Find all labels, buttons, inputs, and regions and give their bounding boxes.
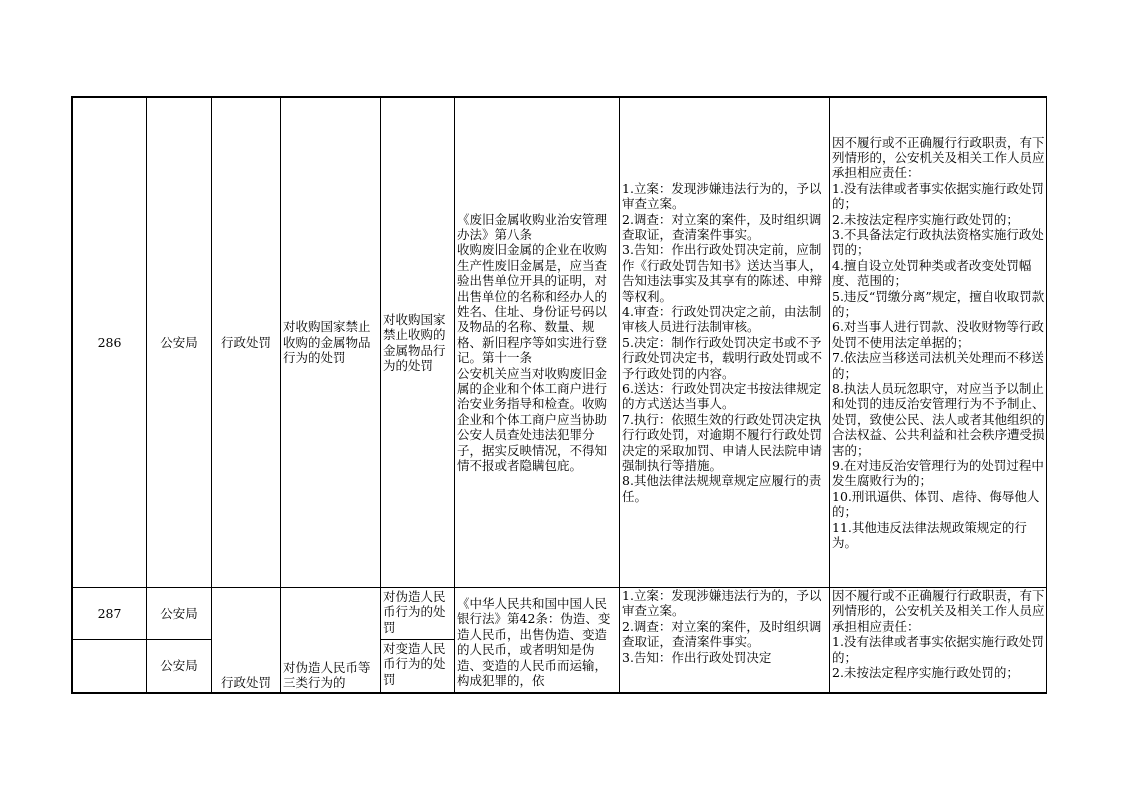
responsibility-duties <box>620 588 830 693</box>
sub-item-1-text: 对伪造人民币行为的处罚 <box>383 589 446 635</box>
sub-item-2-text: 对变造人民币行为的处罚 <box>383 641 446 687</box>
power-item-text: 对伪造人民币等三类行为的 <box>283 660 371 691</box>
power-item: 对收购国家禁止收购的金属物品行为的处罚 <box>281 98 381 588</box>
power-sub-item-2 <box>381 640 455 693</box>
power-category: 行政处罚 <box>212 98 281 588</box>
legal-basis-text: 《中华人民共和国中国人民银行法》第42条：伪造、变造人民币，出售伪造、变造的人民币，或者明知是伪造、变造的人民币而运输，构成犯罪的，依 <box>457 596 611 689</box>
legal-basis: 《废旧金属收购业治安管理办法》第八条 收购废旧金属的企业在收购生产性废旧金属是，应当查验出售单位开具的证明，对出售单位的名称和经办人的姓名、住址、身份证号码以及物品的名称、数量、规格、新旧程序等如实进行登记。第十一条 公安机关应当对收购废旧金属的企业和个体工商户进行治安业务指导和检查。收购企业和个体工商户应当协助公安人员查处违法犯罪分子，据实反映情况，不得知情不报或者隐瞒包庇。 <box>455 98 620 588</box>
liability-text: 因不履行或不正确履行行政职责，有下列情形的，公安机关及相关工作人员应承担相应责任： 1.没有法律或者事实依据实施行政处罚的； 2.未按法定程序实施行政处罚的； <box>832 588 1045 681</box>
duties-text: 1.立案：发现涉嫌违法行为的，予以审查立案。 2.调查：对立案的案件，及时组织调查取证，查清案件事实。 3.告知：作出行政处罚决定 <box>622 588 822 665</box>
row-number: 287 <box>73 588 147 640</box>
table-sheet <box>71 96 1047 694</box>
power-sub-item: 对收购国家禁止收购的金属物品行为的处罚 <box>381 98 455 588</box>
department: 公安局 <box>147 588 212 640</box>
row-number <box>73 640 147 693</box>
table-row <box>73 98 1048 588</box>
liability-items <box>830 588 1048 693</box>
liability-items: 因不履行或不正确履行行政职责，有下列情形的，公安机关及相关工作人员应承担相应责任： 1.没有法律或者事实依据实施行政处罚的； 2.未按法定程序实施行政处罚的； 3.不具备法定行政执法资格实施行政处罚的； 4.擅自设立处罚种类或者改变处罚幅度、范围的； 5.违反“罚缴分离”规定，擅自收取罚款的； 6.对当事人进行罚款、没收财物等行政处罚不使用法定单据的； 7.依法应当移送司法机关处理而不移送的； 8.执法人员玩忽职守，对应当予以制止和处罚的违反治安管理行为不予制止、处罚，致使公民、法人或者其他组织的合法权益、公共利益和社会秩序遭受损害的； 9.在对违反治安管理行为的处罚过程中发生腐败行为的； 10.刑讯逼供、体罚、虐待、侮辱他人的； 11.其他违反法律法规政策规定的行为。 <box>830 98 1048 588</box>
table-row <box>73 588 1048 640</box>
department: 公安局 <box>147 98 212 588</box>
responsibility-table <box>72 97 1047 693</box>
row-number: 286 <box>73 98 147 588</box>
department: 公安局 <box>147 640 212 693</box>
power-category: 行政处罚 <box>212 588 281 693</box>
power-item <box>281 588 381 693</box>
legal-basis <box>455 588 620 693</box>
responsibility-duties: 1.立案：发现涉嫌违法行为的，予以审查立案。 2.调查：对立案的案件，及时组织调查取证，查清案件事实。 3.告知：作出行政处罚决定前，应制作《行政处罚告知书》送达当事人，告知违法事实及其享有的陈述、申辩等权利。 4.审查：行政处罚决定之前，由法制审核人员进行法制审核。 5.决定：制作行政处罚决定书或不予行政处罚决定书，载明行政处罚或不予行政处罚的内容。 6.送达：行政处罚决定书按法律规定的方式送达当事人。 7.执行：依照生效的行政处罚决定执行行政处罚，对逾期不履行行政处罚决定的采取加罚、申请人民法院申请强制执行等措施。 8.其他法律法规规章规定应履行的责任。 <box>620 98 830 588</box>
power-sub-item-1 <box>381 588 455 640</box>
